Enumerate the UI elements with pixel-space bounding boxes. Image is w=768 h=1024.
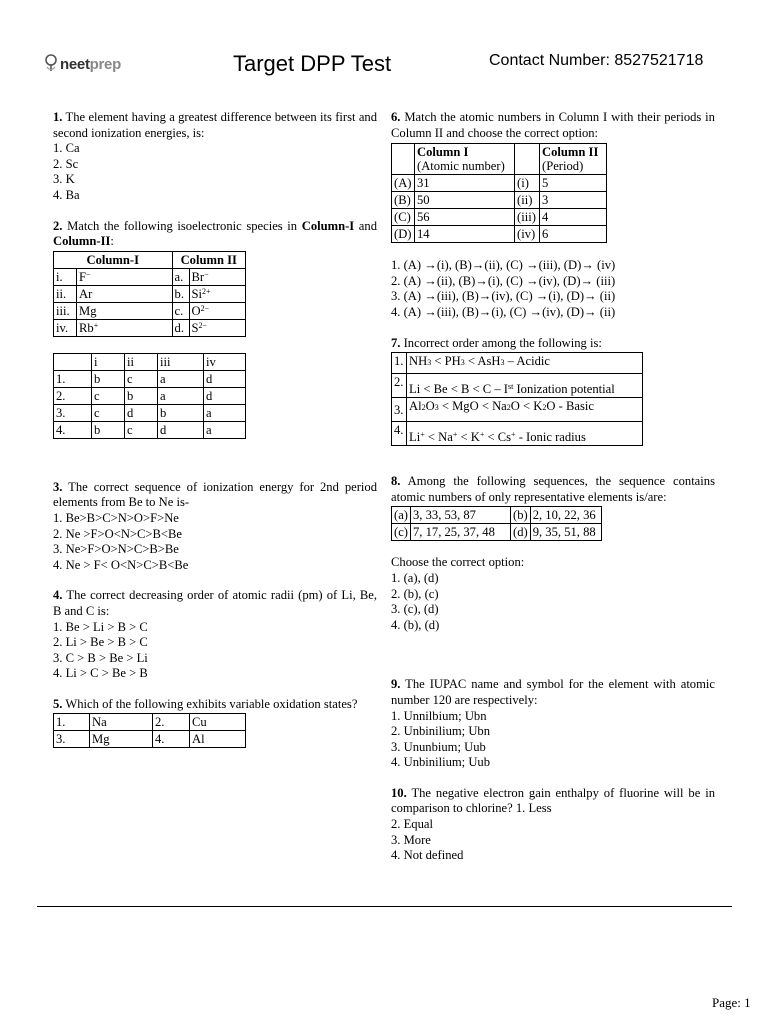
- table-row: [392, 144, 607, 175]
- table-header: Column II (Period): [540, 144, 607, 175]
- table-cell: Al: [190, 731, 246, 748]
- table-cell: 5: [540, 175, 607, 192]
- page-header: [0, 0, 768, 95]
- match-table: [391, 143, 607, 243]
- option: 2. Sc: [53, 156, 79, 171]
- logo-text-sub: prep: [89, 55, 121, 73]
- table-cell: Li+ < Na+ < K+ < Cs+ - Ionic radius: [407, 422, 643, 446]
- table-cell: d: [204, 387, 246, 404]
- table-cell: 2, 10, 22, 36: [530, 507, 601, 524]
- table-cell: [515, 144, 540, 175]
- option: 2. (b), (c): [391, 586, 439, 601]
- option: 1. Ca: [53, 141, 80, 156]
- choose-text: Choose the correct option:: [391, 555, 525, 570]
- question-text-bold: Column-I: [301, 218, 355, 233]
- question-text: The correct decreasing order of atomic radii (pm) of Li, Be, B and C is:: [53, 588, 377, 618]
- option: 4. (b), (d): [391, 617, 440, 632]
- left-column: [53, 110, 377, 763]
- table-cell: 3.: [54, 404, 92, 421]
- table-cell: iii.: [54, 302, 77, 319]
- table-row: [54, 370, 246, 387]
- right-column: [391, 110, 715, 879]
- table-cell: [54, 353, 92, 370]
- table-cell: 4.: [153, 731, 190, 748]
- question-number: 7.: [391, 335, 401, 350]
- table-cell: (B): [392, 192, 415, 209]
- table-cell: a.: [172, 268, 189, 285]
- table-cell: 3.: [392, 398, 407, 422]
- table-cell: iv: [204, 353, 246, 370]
- table-cell: (iii): [515, 209, 540, 226]
- question-text: Among the following sequences, the sequence contains atomic numbers of only representative elements is/are:: [391, 474, 715, 504]
- question-number: 2.: [53, 218, 63, 233]
- question-text-bold: Column-II: [53, 234, 111, 249]
- option: 3. C > B > Be > Li: [53, 650, 148, 665]
- table-cell: ii: [125, 353, 158, 370]
- page-number: Page: 1: [712, 995, 751, 1010]
- table-row: [54, 353, 246, 370]
- table-cell: [392, 144, 415, 175]
- option: 4. Not defined: [391, 848, 464, 863]
- question-number: 8.: [391, 474, 401, 489]
- table-row: [54, 404, 246, 421]
- question-number: 4.: [53, 588, 63, 603]
- table-cell: 4: [540, 209, 607, 226]
- question-text: Incorrect order among the following is:: [403, 335, 602, 350]
- option: 1. Unnilbium; Ubn: [391, 708, 487, 723]
- question-6: [391, 110, 715, 321]
- option: 3. (c), (d): [391, 602, 439, 617]
- table-cell: 6: [540, 226, 607, 243]
- table-header: Column I (Atomic number): [415, 144, 515, 175]
- table-cell: (c): [392, 524, 411, 541]
- table-cell: Na: [90, 714, 153, 731]
- question-number: 3.: [53, 479, 63, 494]
- table-cell: d.: [172, 319, 189, 336]
- option: 2. Equal: [391, 817, 433, 832]
- table-cell: c: [92, 387, 125, 404]
- question-text: The correct sequence of ionization energy for 2nd period elements from Be to Ne is-: [53, 479, 377, 510]
- options-table: [391, 506, 602, 541]
- option: 3. Ununbium; Uub: [391, 739, 486, 754]
- table-cell: 1.: [54, 370, 92, 387]
- footer-divider: [37, 906, 732, 907]
- table-cell: i: [92, 353, 125, 370]
- question-2: [53, 219, 377, 439]
- table-cell: a: [204, 404, 246, 421]
- table-row: [392, 374, 643, 398]
- table-cell: 4.: [54, 421, 92, 438]
- question-8: [391, 474, 715, 633]
- table-row: [392, 507, 602, 524]
- option: 4. (A) →(iii), (B)→(i), (C) →(iv), (D)→ (ii): [391, 304, 616, 319]
- question-number: 9.: [391, 677, 401, 692]
- options-table: [391, 352, 643, 446]
- table-row: [392, 398, 643, 422]
- table-cell: $S^{2-}$: [189, 319, 245, 336]
- table-cell: b: [92, 421, 125, 438]
- question-1: [53, 110, 377, 204]
- option: 3. K: [53, 172, 75, 187]
- option: 1. (A) →(i), (B)→(ii), (C) →(iii), (D)→ (iv): [391, 258, 616, 273]
- option: 3. More: [391, 832, 431, 847]
- question-number: 10.: [391, 785, 407, 800]
- question-number: 6.: [391, 110, 401, 124]
- option: 4. Unbinilium; Uub: [391, 755, 491, 770]
- table-cell: (a): [392, 507, 411, 524]
- table-row: [54, 387, 246, 404]
- table-cell: c: [125, 370, 158, 387]
- match-table: [53, 251, 246, 337]
- question-5: [53, 697, 377, 749]
- table-row: [392, 353, 643, 374]
- table-row: [392, 192, 607, 209]
- table-cell: (iv): [515, 226, 540, 243]
- option: 1. (a), (d): [391, 570, 439, 585]
- table-row: [392, 209, 607, 226]
- table-cell: c.: [172, 302, 189, 319]
- table-row: [54, 268, 246, 285]
- table-row: [54, 731, 246, 748]
- table-header: Column-I: [54, 251, 173, 268]
- table-row: [54, 421, 246, 438]
- table-cell: d: [204, 370, 246, 387]
- table-cell: $Si^{2+}$: [189, 285, 245, 302]
- option: 2. Unbinilium; Ubn: [391, 724, 491, 739]
- question-text: :: [110, 234, 114, 249]
- table-row: [392, 422, 643, 446]
- page-title: Target DPP Test: [233, 51, 392, 76]
- question-7: [391, 336, 715, 447]
- table-row: [392, 524, 602, 541]
- table-row: [54, 714, 246, 731]
- question-text: Match the following isoelectronic species in: [67, 218, 302, 233]
- table-cell: iv.: [54, 319, 77, 336]
- table-cell: c: [92, 404, 125, 421]
- question-text: and: [354, 218, 377, 233]
- option: 4. Li > C > Be > B: [53, 666, 148, 681]
- table-cell: 14: [415, 226, 515, 243]
- question-4: [53, 588, 377, 682]
- table-cell: 2.: [153, 714, 190, 731]
- option: 1. Be>B>C>N>O>F>Ne: [53, 510, 179, 525]
- table-cell: 9, 35, 51, 88: [530, 524, 601, 541]
- table-cell: Cu: [190, 714, 246, 731]
- question-10: [391, 786, 715, 864]
- question-number: 1.: [53, 110, 63, 124]
- logo-text-main: neet: [60, 55, 90, 73]
- table-cell: (i): [515, 175, 540, 192]
- table-cell: $O^{2-}$: [189, 302, 245, 319]
- table-cell: Ar: [77, 285, 173, 302]
- question-text: The negative electron gain enthalpy of fluorine will be in comparison to chlorine? 1. Less: [391, 785, 716, 816]
- table-cell: 1.: [54, 714, 90, 731]
- table-cell: b: [158, 404, 204, 421]
- table-cell: b: [92, 370, 125, 387]
- question-text: Which of the following exhibits variable oxidation states?: [65, 696, 358, 711]
- table-cell: a: [158, 370, 204, 387]
- option: 3. Ne>F>O>N>C>B>Be: [53, 542, 179, 557]
- table-cell: Li < Be < B < C – Ist Ionization potential: [407, 374, 643, 398]
- option: 3. (A) →(iii), (B)→(iv), (C) →(i), (D)→ (ii): [391, 289, 616, 304]
- answer-table: [53, 353, 246, 439]
- question-3: [53, 480, 377, 574]
- table-cell: (ii): [515, 192, 540, 209]
- option: 2. (A) →(ii), (B)→(i), (C) →(iv), (D)→ (iii): [391, 273, 616, 288]
- table-cell: (C): [392, 209, 415, 226]
- table-cell: (D): [392, 226, 415, 243]
- table-cell: 31: [415, 175, 515, 192]
- table-row: [54, 302, 246, 319]
- question-text: The IUPAC name and symbol for the element with atomic number 120 are respectively:: [391, 677, 715, 707]
- table-cell: 2.: [54, 387, 92, 404]
- question-9: [391, 677, 715, 771]
- option: 4. Ne > F< O<N>C>B<Be: [53, 557, 189, 572]
- table-cell: Rb+: [77, 319, 173, 336]
- table-cell: 3.: [54, 731, 90, 748]
- table-cell: i.: [54, 268, 77, 285]
- table-header: Column II: [172, 251, 245, 268]
- table-row: [392, 226, 607, 243]
- table-cell: d: [125, 404, 158, 421]
- logo-pin-icon: [44, 54, 58, 76]
- table-cell: 3, 33, 53, 87: [411, 507, 511, 524]
- table-cell: (A): [392, 175, 415, 192]
- table-cell: b: [125, 387, 158, 404]
- table-cell: (d): [511, 524, 531, 541]
- table-row: [54, 285, 246, 302]
- options-table: [53, 713, 246, 748]
- table-row: [392, 175, 607, 192]
- table-cell: Mg: [90, 731, 153, 748]
- table-cell: NH3 < PH3 < AsH3 – Acidic: [407, 353, 643, 374]
- table-cell: 7, 17, 25, 37, 48: [411, 524, 511, 541]
- option: 2. Li > Be > B > C: [53, 635, 148, 650]
- table-cell: b.: [172, 285, 189, 302]
- table-cell: c: [125, 421, 158, 438]
- table-cell: ii.: [54, 285, 77, 302]
- table-cell: Al2O3 < MgO < Na2O < K2O - Basic: [407, 398, 643, 422]
- table-cell: 2.: [392, 374, 407, 398]
- table-cell: 3: [540, 192, 607, 209]
- option: 1. Be > Li > B > C: [53, 619, 148, 634]
- question-number: 5.: [53, 696, 63, 711]
- question-text: Match the atomic numbers in Column I with their periods in Column II and choose the correct option:: [391, 110, 715, 140]
- table-cell: Br−: [189, 268, 245, 285]
- table-cell: Mg: [77, 302, 173, 319]
- neetprep-logo: [44, 54, 121, 76]
- table-cell: a: [158, 387, 204, 404]
- option: 2. Ne >F>O<N>C>B<Be: [53, 526, 183, 541]
- option: 4. Ba: [53, 187, 80, 202]
- table-cell: a: [204, 421, 246, 438]
- table-cell: 56: [415, 209, 515, 226]
- contact-number: Contact Number: 8527521718: [489, 52, 704, 69]
- table-cell: 4.: [392, 422, 407, 446]
- table-cell: d: [158, 421, 204, 438]
- table-cell: iii: [158, 353, 204, 370]
- table-row: [54, 319, 246, 336]
- table-cell: 1.: [392, 353, 407, 374]
- table-cell: (b): [511, 507, 531, 524]
- table-cell: 50: [415, 192, 515, 209]
- question-text: The element having a greatest difference between its first and second ionization energies, is:: [53, 110, 377, 140]
- table-cell: F−: [77, 268, 173, 285]
